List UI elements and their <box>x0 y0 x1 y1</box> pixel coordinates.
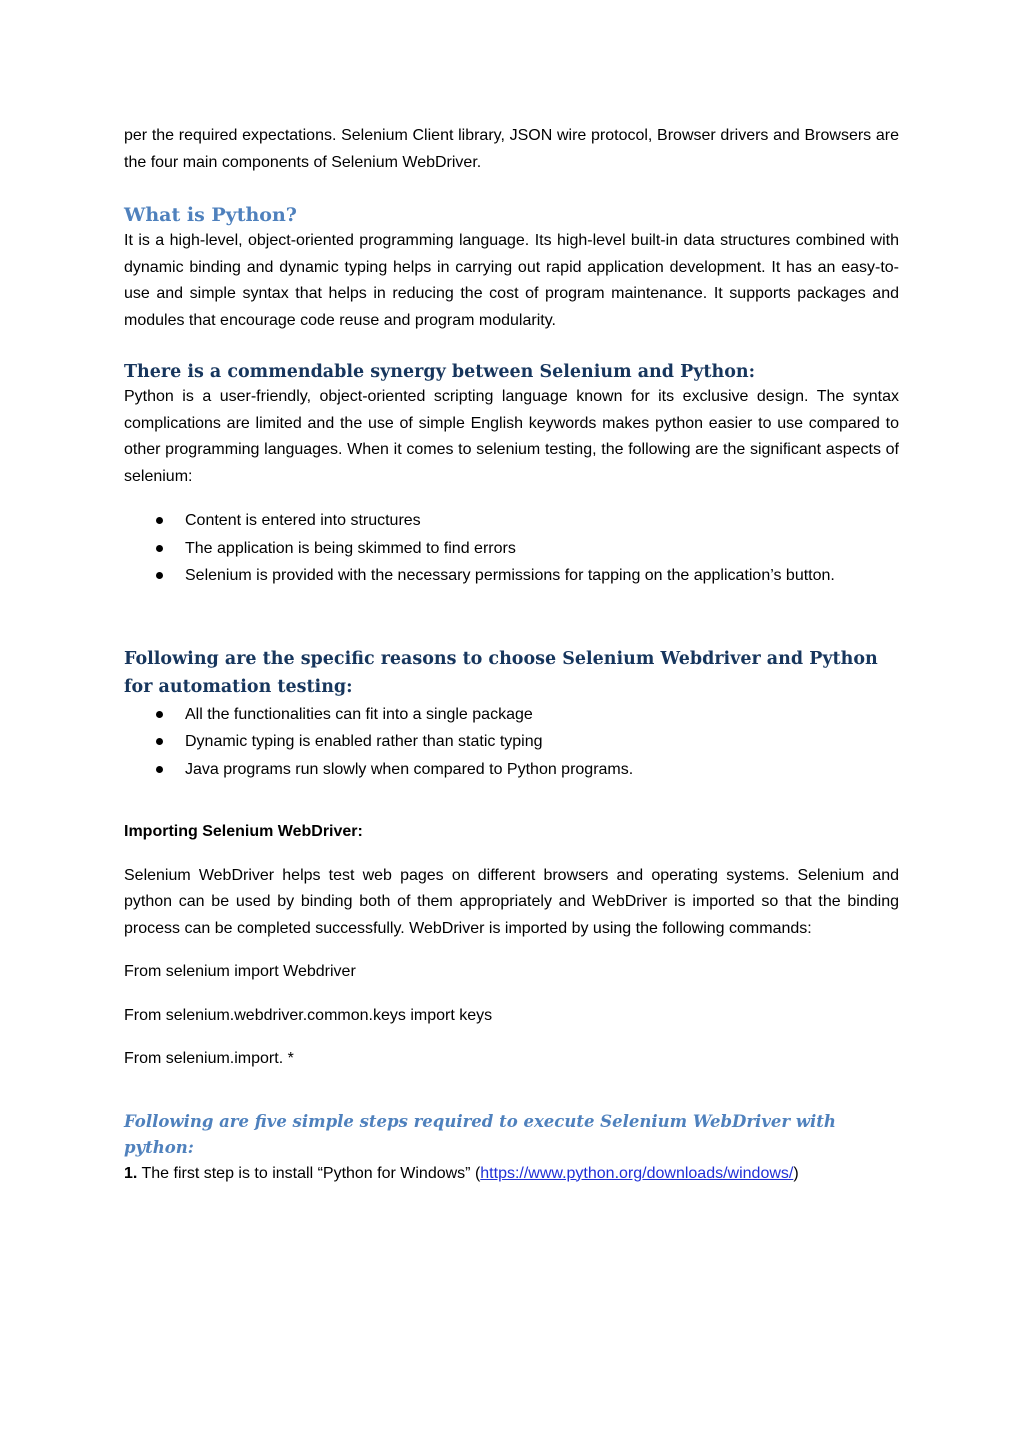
bullet-icon <box>156 711 163 718</box>
what-is-python-paragraph: It is a high-level, object-oriented programming language. Its high-level built-in data structures combined with dynamic binding and dynamic typing helps in carrying out rapid application development. It has an easy-to-use and simple syntax that helps in reducing the cost of program maintenance. It supports packages and modules that encourage code reuse and program modularity. <box>124 232 899 329</box>
step-1-close: ) <box>793 1164 799 1182</box>
python-download-link[interactable]: https://www.python.org/downloads/windows/ <box>480 1164 794 1182</box>
importing-heading: Importing Selenium WebDriver: <box>124 823 363 840</box>
step-number: 1. <box>124 1164 138 1182</box>
reasons-bullet-list <box>124 701 899 784</box>
bullet-icon <box>156 545 163 552</box>
bullet-icon <box>156 517 163 524</box>
step-1-text: The first step is to install “Python for Windows” ( <box>137 1164 481 1182</box>
bullet-icon <box>156 572 163 579</box>
intro-paragraph: per the required expectations. Selenium Client library, JSON wire protocol, Browser drivers and Browsers are the four main components of Selenium WebDriver. <box>124 127 899 171</box>
bullet-icon <box>156 766 163 773</box>
steps-heading: Following are five simple steps required to execute Selenium WebDriver with python: <box>124 1111 836 1157</box>
list-item: The application is being skimmed to find errors <box>124 535 899 563</box>
list-item: Java programs run slowly when compared to Python programs. <box>124 756 899 784</box>
bullet-icon <box>156 738 163 745</box>
synergy-paragraph: Python is a user-friendly, object-oriented scripting language known for its exclusive design. The syntax complications are limited and the use of simple English keywords makes python easier to use compared to other programming languages. When it comes to selenium testing, the following are the significant aspects of selenium: <box>124 388 899 485</box>
step-1-paragraph <box>124 1161 899 1188</box>
what-is-python-heading: What is Python? <box>124 204 297 226</box>
list-item: All the functionalities can fit into a single package <box>124 701 899 729</box>
list-item: Selenium is provided with the necessary permissions for tapping on the application’s button. <box>124 562 899 590</box>
list-item: Content is entered into structures <box>124 507 899 535</box>
importing-paragraph: Selenium WebDriver helps test web pages on different browsers and operating systems. Selenium and python can be used by binding both of them appropriately and WebDriver is imported so that the binding process can be completed successfully. WebDriver is imported by using the following commands: <box>124 866 899 937</box>
list-item: Dynamic typing is enabled rather than static typing <box>124 728 899 756</box>
reasons-heading: Following are the specific reasons to choose Selenium Webdriver and Python for automation testing: <box>124 648 878 697</box>
command-line: From selenium.webdriver.common.keys import keys <box>124 1006 493 1024</box>
synergy-heading: There is a commendable synergy between Selenium and Python: <box>124 362 756 382</box>
command-line: From selenium import Webdriver <box>124 963 356 980</box>
command-line: From selenium.import. * <box>124 1050 294 1067</box>
page-content <box>124 122 899 1187</box>
synergy-bullet-list <box>124 507 899 590</box>
